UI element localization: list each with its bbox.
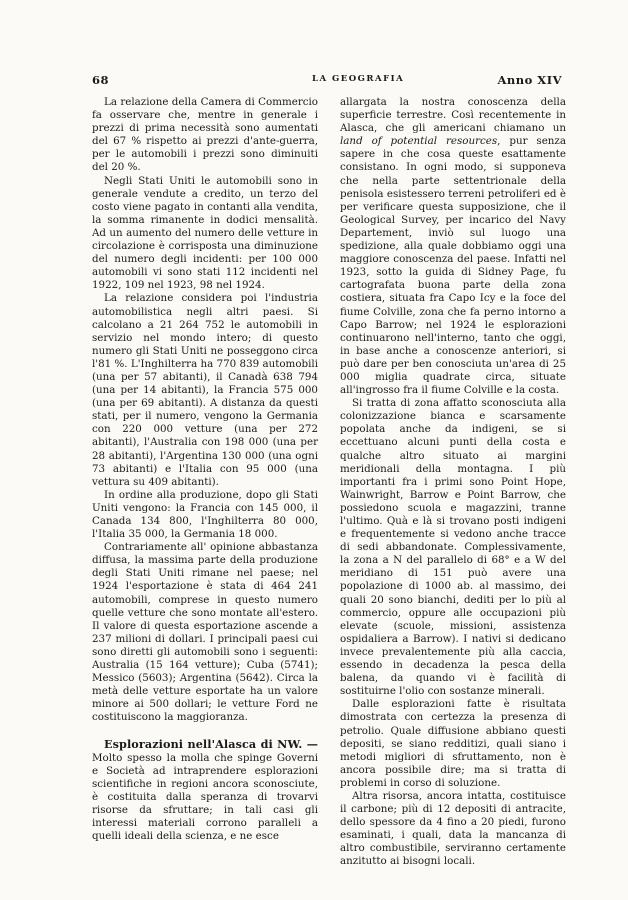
alaska-section <box>92 738 318 844</box>
paragraph: Contrariamente all' opinione abbastanza diffusa, la massima parte della produzione degli Stati Uniti rimane nel paese; nel 1924 l'esportazione è stata di 464 241 automobili, comprese in questo numero quelle vetture che sono montate all'estero. Il valore di questa esportazione ascende a 237 milioni di dollari. I principali paesi cui sono diretti gli automobili sono i seguenti: Australia (15 164 vetture); Cuba (5741); Messico (5603); Argentina (5642). Circa la metà delle vetture esportate ha un valore minore ai 500 dollari; le vetture Ford ne costituiscono la maggioranza. <box>92 541 318 724</box>
section-intro-text: Molto spesso la molla che spinge Governi e Società ad intraprendere esplorazioni scientifiche in regioni ancora sconosciute, è costituita dalla speranza di trovarvi risorse da sfruttare; in tali casi gli interessi materiali corrono paralleli a quelli ideali della scienza, e ne esce <box>92 751 318 843</box>
page-header <box>92 73 562 89</box>
paragraph: Altra risorsa, ancora intatta, costituisce il carbone; più di 12 depositi di antracite, dello spessore da 4 fino a 20 piedi, furono esaminati, i quali, data la mancanza di altro combustibile, serviranno certamente anzitutto ai bisogni locali. <box>340 789 566 868</box>
paragraph: In ordine alla produzione, dopo gli Stati Uniti vengono: la Francia con 145 000, il Canada 134 800, l'Inghilterra 80 000, l'Italia 35 000, la Germania 18 000. <box>92 488 318 541</box>
running-title: LA GEOGRAFIA <box>312 74 405 84</box>
left-column <box>92 96 318 843</box>
paragraph: Negli Stati Uniti le automobili sono in generale vendute a credito, un terzo del costo viene pagato in contanti alla vendita, la somma rimanente in dodici mensalità. Ad un aumento del numero delle vetture in circolazione è corrisposta una diminuzione del numero degli incidenti: per 100 000 automobili vi sono stati 112 incidenti nel 1922, 109 nel 1923, 98 nel 1924. <box>92 174 318 292</box>
right-column <box>340 96 566 869</box>
paragraph-continued <box>340 96 566 397</box>
section-heading-paragraph <box>92 738 318 844</box>
text-run: allargata la nostra conoscenza della superficie terrestre. Così recentemente in Alasca, che gli americani chiamano un <box>340 96 566 135</box>
paragraph: La relazione considera poi l'industria automobilistica negli altri paesi. Si calcolano a 21 264 752 le automobili in servizio nel mondo intero; di questo numero gli Stati Uniti ne posseggono circa l'81 %. L'Inghilterra ha 770 839 automobili (una per 57 abitanti), il Canadà 638 794 (una per 14 abitanti), la Francia 575 000 (una per 69 abitanti). A distanza da questi stati, per il numero, vengono la Germania con 220 000 vetture (una per 272 abitanti), l'Australia con 198 000 (una per 28 abitanti), l'Argentina 130 000 (una ogni 73 abitanti) e l'Italia con 95 000 (una vettura su 409 abitanti). <box>92 292 318 488</box>
paragraph: Si tratta di zona affatto sconosciuta alla colonizzazione bianca e scarsamente popolata anche da indigeni, se si eccettuano alcuni punti della costa e qualche altro situato ai margini meridionali della montagna. I più importanti fra i primi sono Point Hope, Wainwright, Barrow e Point Barrow, che possiedono scuola e magazzini, tranne l'ultimo. Quà e là si trovano posti indigeni e frequentemente si vedono anche tracce di sedi abbandonate. Complessivamente, la zona a N del parallelo di 68° e a W del meridiano di 151 può avere una popolazione di 1000 ab. al massimo, dei quali 20 sono bianchi, dediti per lo più al commercio, oppure alle occupazioni più elevate (scuole, missioni, assistenza ospidaliera a Barrow). I nativi si dedicano invece prevalentemente più alla caccia, essendo in decadenza la pesca della balena, da quando vi è facilità di sostituirne l'olio con sostanze minerali. <box>340 397 566 698</box>
section-title: Esplorazioni nell'Alasca di NW. — <box>104 736 318 751</box>
text-run: , pur senza sapere in che cosa queste esattamente consistano. In ogni modo, si supponeva che nella parte settentrionale della penisola esistessero terreni petroliferi ed è per verificare questa supposizione, che il Geological Survey, per incarico del Navy Departement, inviò sul luogo una spedizione, alla quale dobbiamo oggi una maggiore conoscenza del paese. Infatti nel 1923, sotto la guida di Sidney Page, fu cartografata buona parte della zona costiera, situata fra Capo Icy e la foce del fiume Colville, zona che fa perno intorno a Capo Barrow; nel 1924 le esplorazioni continuarono nell'interno, tanto che oggi, in base anche a conoscenze anteriori, si può dare per ben conosciuta un'area di 25 000 miglia quadrate circa, situate all'ingrosso fra il fiume Colville e la costa. <box>340 135 566 397</box>
volume-label: Anno XIV <box>497 73 562 87</box>
page-number: 68 <box>92 73 110 87</box>
italic-phrase: land of potential resources <box>340 135 498 148</box>
paragraph: La relazione della Camera di Commercio fa osservare che, mentre in generale i prezzi di prima necessità sono aumentati del 67 % rispetto ai prezzi d'ante-guerra, per le automobili i prezzi sono diminuiti del 20 %. <box>92 96 318 174</box>
paragraph: Dalle esplorazioni fatte è risultata dimostrata con certezza la presenza di petrolio. Quale diffusione abbiano questi depositi, se siano redditizi, quali siano i metodi migliori di sfruttamento, non è ancora possibile dire; ma si tratta di problemi in corso di soluzione. <box>340 698 566 789</box>
